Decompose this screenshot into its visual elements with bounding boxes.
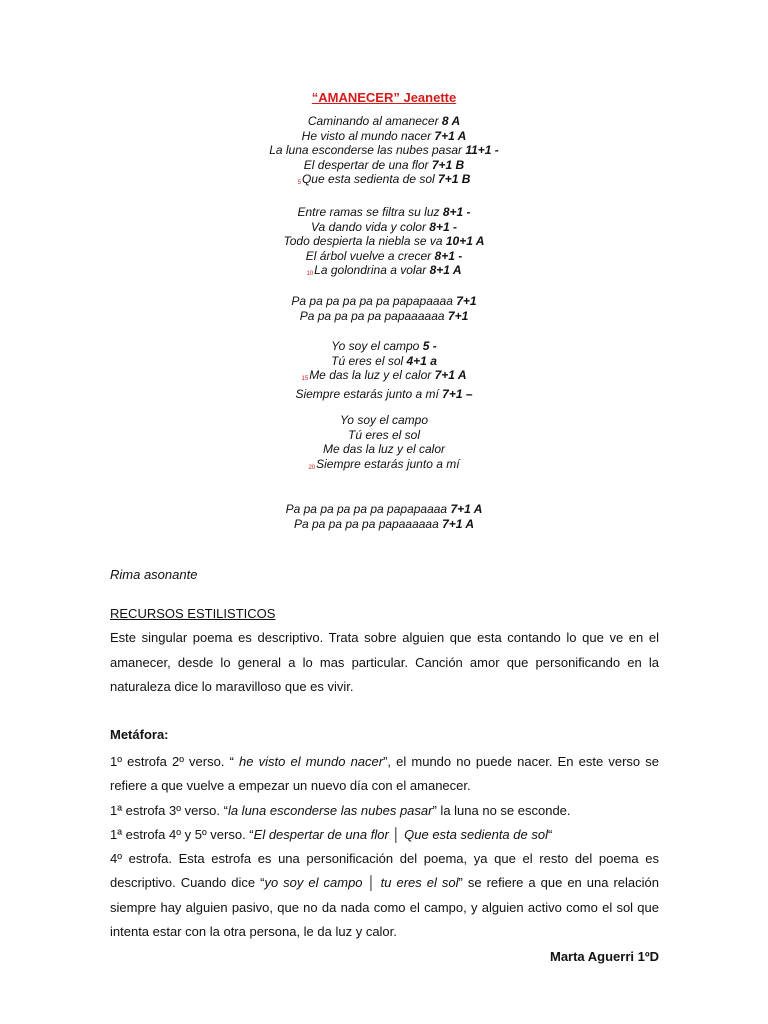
line-number: 20 — [308, 464, 316, 471]
line-number: 5 — [297, 180, 301, 187]
poem-line: 5Que esta sedienta de sol 7+1 B — [297, 172, 471, 187]
metafora-item-1: 1º estrofa 2º verso. “ he visto el mundo nacer”, el mundo no puede nacer. En este verso se refiere a que vuelve a empezar un nuevo día con el amanecer. — [110, 754, 659, 794]
poem-line: Yo soy el campo — [339, 413, 429, 427]
poem-line: Entre ramas se filtra su luz 8+1 - — [297, 205, 471, 219]
stanza-5 — [0, 413, 768, 475]
stanza-4 — [0, 339, 768, 401]
section-heading: RECURSOS ESTILISTICOS — [110, 606, 276, 621]
stanza-3 — [0, 294, 768, 323]
author-signature: Marta Aguerri 1ºD — [549, 949, 659, 964]
poem-line: Tú eres el sol — [347, 427, 421, 442]
metafora-list — [110, 750, 659, 944]
poem-line: Caminando al amanecer 8 A — [307, 114, 461, 128]
poem-line: 10La golondrina a volar 8+1 A — [306, 263, 462, 278]
poem-line: Pa pa pa pa pa pa papapaaaa 7+1 A — [285, 502, 483, 516]
intro-paragraph: Este singular poema es descriptivo. Trata sobre alguien que esta contando lo que ve en el amanecer, desde lo general a lo mas particular. Canción amor que personificando en la naturaleza dice lo maravilloso que es vivir. — [110, 630, 659, 694]
poem-line: Va dando vida y color 8+1 - — [311, 219, 457, 234]
metafora-item-3: 1ª estrofa 4º y 5º verso. “El despertar de una flor │ Que esta sedienta de sol“ — [110, 826, 553, 842]
poem-line: Pa pa pa pa pa papaaaaaa 7+1 A — [293, 516, 475, 531]
poem-line: 15Me das la luz y el calor 7+1 A — [301, 368, 467, 383]
poem-line: Pa pa pa pa pa pa papapaaaa 7+1 — [291, 294, 477, 308]
poem-title: “AMANECER” Jeanette — [311, 90, 457, 105]
poem-line: Siempre estarás junto a mí 7+1 – — [295, 386, 473, 401]
metafora-item-2: 1ª estrofa 3º verso. “la luna esconderse las nubes pasar” la luna no se esconde. — [110, 802, 571, 818]
poem-line: Pa pa pa pa pa papaaaaaa 7+1 — [299, 308, 469, 323]
metafora-heading: Metáfora: — [110, 727, 169, 742]
stanza-1 — [0, 114, 768, 191]
poem-line: El despertar de una flor 7+1 B — [303, 157, 465, 172]
poem-line: He visto al mundo nacer 7+1 A — [301, 128, 467, 143]
stanza-6 — [0, 502, 768, 531]
poem-line: Tú eres el sol 4+1 a — [331, 353, 437, 368]
poem-line: La luna esconderse las nubes pasar 11+1 - — [269, 143, 499, 158]
poem-line: Todo despierta la niebla se va 10+1 A — [283, 234, 485, 249]
poem-line: 20Siempre estarás junto a mí — [308, 456, 460, 471]
poem-line: Me das la luz y el calor — [322, 442, 446, 457]
rhyme-note: Rima asonante — [110, 567, 198, 582]
poem-line: El árbol vuelve a crecer 8+1 - — [305, 248, 463, 263]
line-number: 15 — [301, 376, 309, 383]
line-number: 10 — [306, 271, 314, 278]
poem-line: Yo soy el campo 5 - — [331, 339, 437, 353]
stanza-2 — [0, 205, 768, 282]
metafora-item-4: 4º estrofa. Esta estrofa es una personificación del poema, ya que el resto del poema es descriptivo. Cuando dice “yo soy el campo │ tu eres el sol” se refiere a que en una relación siempre hay alguien pasivo, que no da nada como el campo, y alguien activo como el sol que intenta estar con la otra persona, le da luz y calor. — [110, 851, 659, 940]
